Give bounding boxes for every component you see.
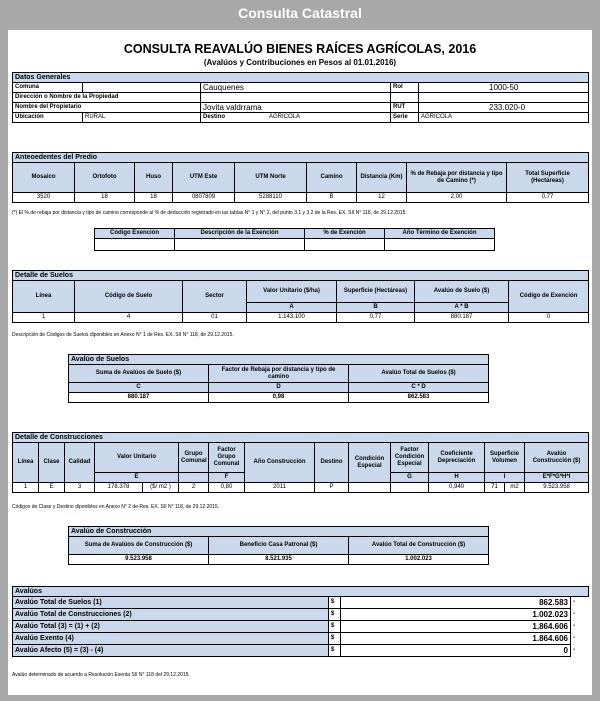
column-header: Factor Grupo Comunal [209,443,245,473]
avaluo-row-label: Avalúo Total de Construcciones (2) [13,609,329,621]
antecedentes-table [12,152,589,203]
serie-label: Serie [391,113,419,123]
column-header: Beneficio Casa Patronal ($) [209,537,349,555]
table-cell: 178.378 [95,483,143,493]
table-cell: B [307,193,357,203]
avaluo-row-value: 1.002.023 [341,609,571,621]
avaluo-row-label: Avalúo Afecto (5) = (3) - (4) [13,645,329,657]
currency-symbol: $ [329,633,341,645]
column-header: Año Término de Exención [385,229,495,239]
table-cell: 18 [135,193,173,203]
avaluos-note: Avalúo determinado de acuerdo a Resolución Exenta SII N° 118 del 29.12.2015. [12,672,190,678]
comuna-label: Comuna [13,83,83,93]
table-cell: 12 [357,193,407,203]
column-header: Avalúo Construcción ($) [525,443,589,473]
exencion-table [94,228,495,251]
propietario-value: Jovita valdrrama [201,103,391,113]
rut-value: 233.020-0 [419,103,589,113]
section-title: Detalle de Suelos [13,271,589,281]
table-cell: 18 [75,193,135,203]
formula-letter: F [209,473,245,483]
row-dash: - [573,623,575,629]
antecedentes-note: (*) El % de rebaja por distancia y tipo de camino corresponde al % de deducción registrado en las tablas N° 1 y N° 2, del punto 3.1 y 3.2 de la Res. EX. SII N° 118, de 29.12.2015. [12,210,407,216]
rol-value: 1000-50 [419,83,589,93]
destino-value: AGRICOLA [269,114,301,120]
table-cell: 1.143.100 [247,313,337,323]
column-header: Año Construcción [245,443,315,483]
table-cell: 0 [509,313,589,323]
column-header: UTM Este [173,163,235,193]
direccion-label: Dirección o Nombre de la Propiedad [13,93,201,103]
table-cell: 0,77 [337,313,415,323]
column-header: Ortofoto [75,163,135,193]
currency-symbol: $ [329,621,341,633]
propietario-label: Nombre del Propietario [13,103,201,113]
table-cell: 862.583 [349,393,489,403]
row-dash: - [573,611,575,617]
table-cell: 880.187 [415,313,509,323]
column-header: % de Exención [305,229,385,239]
column-header: Avalúo de Suelo ($) [415,281,509,303]
suelos-table [12,270,589,323]
column-header: Superficie (Hectáreas) [337,281,415,303]
document-subtitle: (Avalúos y Contribuciones en Pesos al 01.01.2016) [203,58,397,67]
row-dash: - [573,599,575,606]
avaluos-table [12,586,589,657]
table-cell [391,483,429,493]
column-header: Línea [13,281,75,313]
column-header: Código de Suelo [75,281,183,313]
rut-label: RUT [391,103,419,113]
ubicacion-value: RURAL [83,113,201,123]
column-header: Grupo Comunal [179,443,209,473]
column-header: Suma de Avalúos de Construcción ($) [69,537,209,555]
avaluo-row-value: 0 [341,645,571,657]
column-header: Valor Unitario [95,443,179,473]
section-title: Datos Generales [13,73,589,83]
datos-generales-table [12,72,589,123]
column-header: Sector [183,281,247,313]
formula-letter: B [337,303,415,313]
ubicacion-label: Ubicación [13,113,83,123]
section-title: Avalúos [13,587,589,597]
avaluo-suelos-table [68,354,489,403]
column-header: Camino [307,163,357,193]
column-header: Suma de Avalúos de Suelo ($) [69,365,209,383]
avaluo-row-value: 1.864.606 [341,633,571,645]
table-cell: 0,98 [209,393,349,403]
table-cell: 3520 [13,193,75,203]
formula-letter: G [391,473,429,483]
construcciones-table [12,432,589,493]
table-cell: 9.523.958 [525,483,589,493]
table-cell: 0,77 [507,193,589,203]
table-cell: 3 [65,483,95,493]
formula-letter: E [95,473,179,483]
table-cell: 1 [13,313,75,323]
table-cell: 71 [485,483,505,493]
section-title: Avalúo de Suelos [69,355,489,365]
table-cell: E [39,483,65,493]
column-header: Avalúo Total de Construcción ($) [349,537,489,555]
table-cell [349,483,391,493]
avaluo-construccion-table [68,526,489,565]
column-header: Condición Especial [349,443,391,483]
formula-letter: D [209,383,349,393]
destino-label: Destino [203,114,226,120]
table-cell: 0807809 [173,193,235,203]
column-header: Factor de Rebaja por distancia y tipo de camino [209,365,349,383]
section-title: Anteoedentes del Predio [13,153,589,163]
column-header: Avalúo Total de Suelos ($) [349,365,489,383]
avaluo-row-label: Avalúo Exento (4) [13,633,329,645]
currency-symbol: $ [329,597,341,609]
column-header: Coeficiente Depreciación [429,443,485,473]
formula-letter: A [247,303,337,313]
column-header: Distancia (Km) [357,163,407,193]
table-cell: 5288110 [235,193,307,203]
column-header: Código Exención [95,229,175,239]
table-cell: P [315,483,349,493]
table-cell: 1.002.023 [349,555,489,565]
suelos-note: Descripción de Códigos de Suelos diponibles en Anexo N° 1 de Res. EX. SII N° 118, de 29.12.2015. [12,332,234,338]
table-cell: 2011 [245,483,315,493]
column-header: Destino [315,443,349,483]
currency-symbol: $ [329,645,341,657]
column-header: Línea [13,443,39,483]
table-cell: 2,00 [407,193,507,203]
serie-value: AGRICOLA [419,113,589,123]
column-header: Código de Exención [509,281,589,313]
row-dash: - [573,635,575,641]
formula-letter: C [69,383,209,393]
column-header: Superficie Volumen [485,443,525,473]
column-header: Total Superficie (Hectáreas) [507,163,589,193]
table-cell: m2 [505,483,525,493]
avaluo-row-value: 1.864.606 [341,621,571,633]
row-dash: - [573,647,575,653]
column-header: Factor Condición Especial [391,443,429,473]
construcciones-note: Códigos de Clase y Destino diponibles en Anexo N° 2 de Res. EX. SII N° 118, de 29.12.2015. [12,504,220,510]
column-header: UTM Norte [235,163,307,193]
formula-letter: I [485,473,525,483]
column-header: Huso [135,163,173,193]
table-cell: 880.187 [69,393,209,403]
formula-letter: H [429,473,485,483]
table-cell: 01 [183,313,247,323]
table-cell: 8.521.935 [209,555,349,565]
column-header: Descripción de la Exención [175,229,305,239]
column-header: Calidad [65,443,95,483]
section-title: Avalúo de Construcción [69,527,489,537]
comuna-value: Cauquenes [201,83,391,93]
avaluo-row-value: 862.583 [341,597,571,609]
column-header: % de Rebaja por distancia y tipo de Camino (*) [407,163,507,193]
avaluo-row-label: Avalúo Total de Suelos (1) [13,597,329,609]
formula-letter: E*F*G*H*I [525,473,589,483]
avaluo-row-label: Avalúo Total (3) = (1) + (2) [13,621,329,633]
table-cell: ($/ m2 ) [143,483,179,493]
table-cell: 9.523.958 [69,555,209,565]
table-cell: 0,80 [209,483,245,493]
currency-symbol: $ [329,609,341,621]
table-cell: 2 [179,483,209,493]
table-cell: 1 [13,483,39,493]
rol-label: Rol [391,83,419,93]
formula-letter: C * D [349,383,489,393]
formula-letter: A * B [415,303,509,313]
section-title: Detalle de Construcciones [13,433,589,443]
table-cell: 0,940 [429,483,485,493]
document-title: CONSULTA REAVALÚO BIENES RAÍCES AGRÍCOLAS, 2016 [123,42,477,56]
column-header: Mosaico [13,163,75,193]
document-sheet [8,30,592,695]
window-title: Consulta Catastral [0,0,600,26]
table-cell: 4 [75,313,183,323]
column-header: Valor Unitario ($/ha) [247,281,337,303]
column-header: Clase [39,443,65,483]
